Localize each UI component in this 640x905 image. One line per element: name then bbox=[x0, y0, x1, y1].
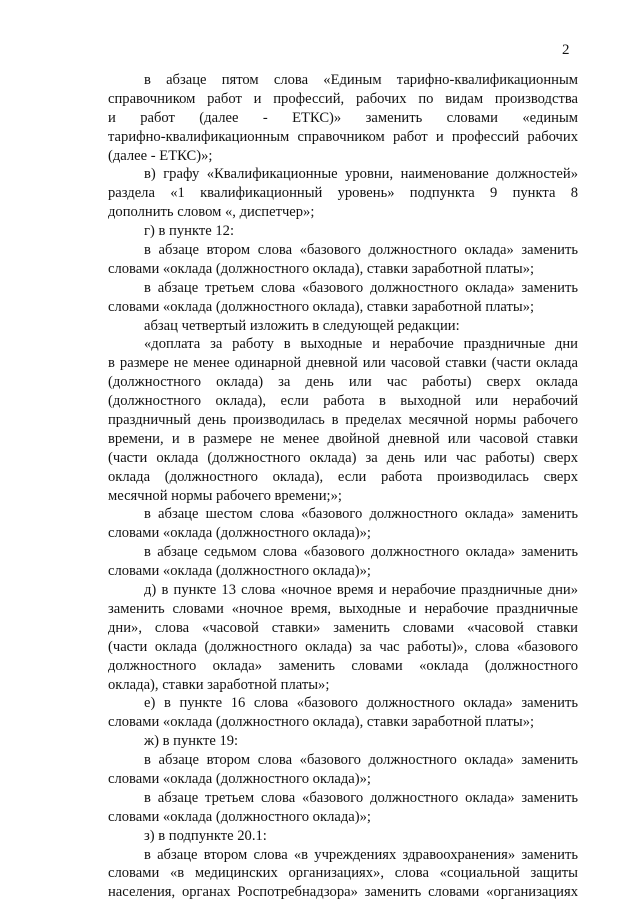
text-line: дни», слова «часовой ставки» заменить словами «часовой ставки bbox=[108, 619, 578, 636]
text-line: (части оклада (должностного оклада) за час работы)», слова «базового bbox=[108, 638, 578, 655]
text-line: месячной нормы рабочего времени;»; bbox=[108, 487, 342, 504]
text-line: словами «оклада (должностного оклада), ставки заработной платы»; bbox=[108, 260, 535, 277]
text-line: должностного оклада» заменить словами «оклада (должностного bbox=[108, 657, 578, 674]
page-number: 2 bbox=[562, 42, 570, 58]
text-line: словами «в медицинских организациях», слова «социальной защиты bbox=[108, 865, 578, 882]
text-line: заменить словами «ночное время, выходные и нерабочие праздничные bbox=[108, 600, 578, 617]
text-line: дополнить словом «, диспетчер»; bbox=[108, 204, 315, 221]
text-line: (далее - ЕТКС)»; bbox=[108, 147, 213, 164]
text-line: словами «оклада (должностного оклада)»; bbox=[108, 770, 371, 787]
text-line: словами «оклада (должностного оклада)»; bbox=[108, 808, 371, 825]
document-body bbox=[108, 71, 578, 902]
text-line: в абзаце третьем слова «базового должностного оклада» заменить bbox=[144, 789, 578, 806]
text-line: населения, органах Роспотребнадзора» заменить словами «организациях bbox=[108, 884, 578, 901]
text-line: в абзаце третьем слова «базового должностного оклада» заменить bbox=[144, 279, 578, 296]
text-line: праздничный день производилась в пределах месячной нормы рабочего bbox=[108, 412, 578, 429]
text-line: в абзаце втором слова «базового должностного оклада» заменить bbox=[144, 242, 578, 259]
text-line: в абзаце пятом слова «Единым тарифно-квалификационным bbox=[144, 72, 578, 88]
text-line: в размере не менее одинарной дневной или часовой ставки (части оклада bbox=[108, 355, 578, 372]
text-line: словами «оклада (должностного оклада), ставки заработной платы»; bbox=[108, 714, 535, 731]
text-line: (должностного оклада), если работа в выходной или нерабочий bbox=[108, 393, 578, 410]
text-line: «доплата за работу в выходные и нерабочие праздничные дни bbox=[144, 336, 578, 353]
text-line: з) в подпункте 20.1: bbox=[144, 827, 267, 844]
text-line: оклада), ставки заработной платы»; bbox=[108, 676, 330, 693]
text-line: (части оклада (должностного оклада) за день или час работы) сверх bbox=[108, 449, 578, 466]
text-line: тарифно-квалификационным справочником работ и профессий рабочих bbox=[108, 128, 578, 145]
text-line: справочником работ и профессий, рабочих по видам производства bbox=[108, 90, 578, 107]
text-line: словами «оклада (должностного оклада)»; bbox=[108, 563, 371, 580]
text-line: ж) в пункте 19: bbox=[144, 733, 239, 750]
text-line: и работ (далее - ЕТКС)» заменить словами «единым bbox=[108, 109, 578, 126]
text-line: словами «оклада (должностного оклада), ставки заработной платы»; bbox=[108, 298, 535, 315]
text-line: г) в пункте 12: bbox=[144, 223, 234, 240]
text-line: словами «оклада (должностного оклада)»; bbox=[108, 525, 371, 542]
text-line: в абзаце седьмом слова «базового должностного оклада» заменить bbox=[144, 544, 578, 561]
text-line: д) в пункте 13 слова «ночное время и нерабочие праздничные дни» bbox=[144, 582, 578, 599]
text-line: в абзаце втором слова «в учреждениях здравоохранения» заменить bbox=[144, 846, 578, 863]
text-line: абзац четвертый изложить в следующей редакции: bbox=[144, 317, 460, 334]
text-line: оклада (должностного оклада), если работа производилась сверх bbox=[108, 468, 578, 485]
text-line: в абзаце втором слова «базового должностного оклада» заменить bbox=[144, 752, 578, 769]
text-line: раздела «1 квалификационный уровень» подпункта 9 пункта 8 bbox=[108, 185, 578, 202]
text-line: времени, и в размере не менее двойной дневной или часовой ставки bbox=[108, 430, 578, 447]
text-line: е) в пункте 16 слова «базового должностного оклада» заменить bbox=[144, 695, 578, 712]
text-line: в) графу «Квалификационные уровни, наименование должностей» bbox=[144, 166, 578, 183]
text-line: (должностного оклада) за день или час работы) сверх оклада bbox=[108, 374, 578, 391]
text-line: в абзаце шестом слова «базового должностного оклада» заменить bbox=[144, 506, 578, 523]
